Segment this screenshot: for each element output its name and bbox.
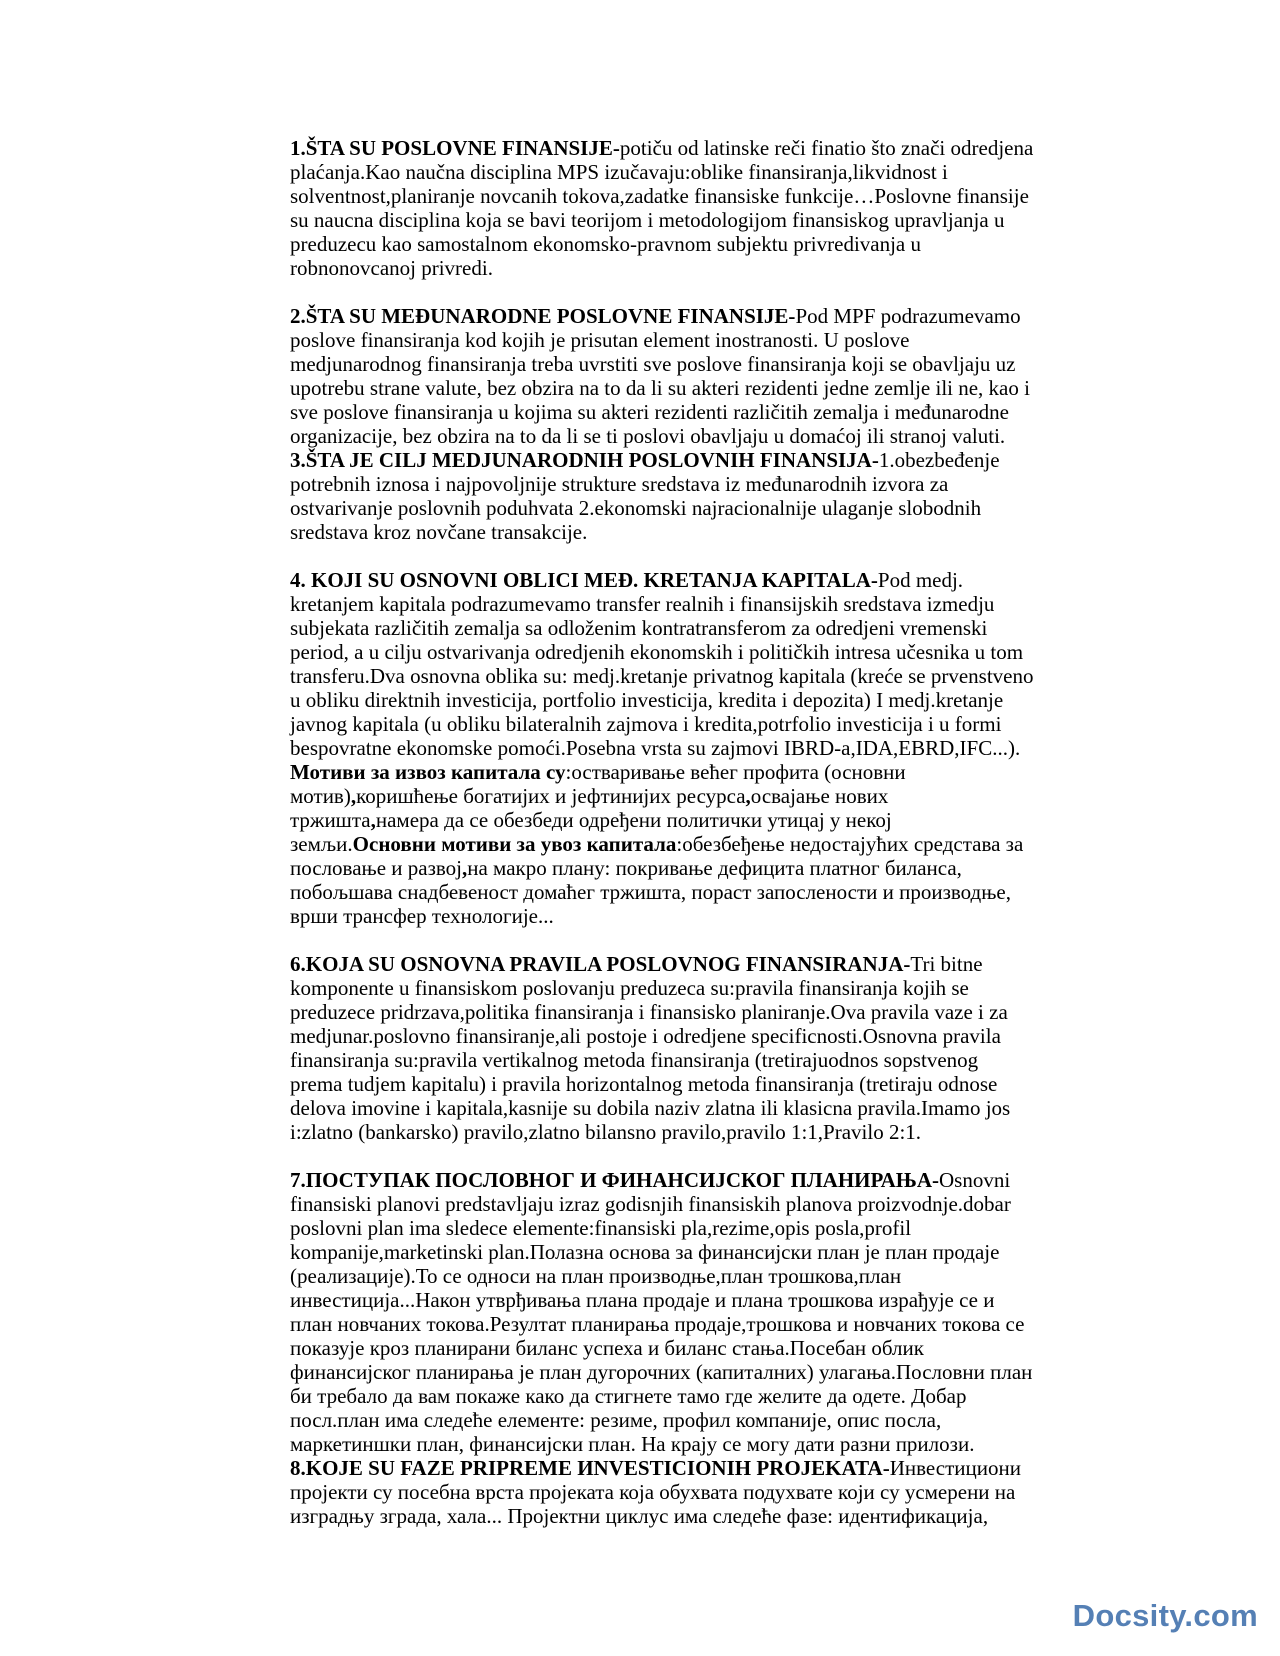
bold-text-run: ,: [370, 808, 376, 832]
text-run: Tri bitne komponente u finansiskom poslovanju preduzeca su:pravila finansiranja kojih se preduzece pridrzava,politika finansiranja i finansisko planiranje.Ova pravila vaze i za medjunar.poslovno finansiranje,ali postoje i odredjene specificnosti.Osnovna pravila finansiranja su:pravila vertikalnog metoda finansiranja (tretirajuodnos sopstvenog prema tudjem kapitalu) i pravila horizontalnog metoda finansiranja (tretiraju odnose delova imovine i kapitala,kasnije su dobila naziv zlatna ili klasicna pravila.Imamo jos i:zlatno (bankarsko) pravilo,zlatno bilansno pravilo,pravilo 1:1,Pravilo 2:1.: [290, 952, 1011, 1144]
text-run: на макро плану: покривање дефицита платног биланса, побољшава снадбевеност домаћег тржишта, пораст запослености и производње, врши трансфер технологије...: [290, 856, 1011, 928]
bold-text-run: 2.ŠTA SU MEĐUNARODNE POSLOVNE FINANSIJE-: [290, 304, 796, 328]
paragraph: [290, 952, 1034, 1144]
text-run: Pod medj. kretanjem kapitala podrazumevamo transfer realnih i finansijskih sredstava izmedju subjekata različitih zemalja sa odloženim kontratransferom za odredjeni vremenski period, a u cilju ostvarivanja odredjenih ekonomskih i političkih intresa učesnika u tom transferu.Dva osnovna oblika su: medj.kretanje privatnog kapitala (kreće se prvenstveno u obliku direktnih investicija, portfolio investicija, kredita i depozita) I medj.kretanje javnog kapitala (u obliku bilateralnih zajmova i kredita,potrfolio investicija i u formi bespovratne ekonomske pomoći.Posebna vrsta su zajmovi IBRD-a,IDA,EBRD,IFC...).: [290, 568, 1034, 760]
text-run: намера да се обезбеди одређени политички утицај у некој земљи.: [290, 808, 892, 856]
bold-text-run: ,: [745, 784, 751, 808]
bold-text-run: Основни мотиви за увоз капитала: [352, 832, 677, 856]
text-run: potiču od latinske reči finatio što znači odredjena plaćanja.Kao naučna disciplina MPS izučavaju:oblike finansiranja,likvidnost i solventnost,planiranje novcanih tokova,zadatke finansiske funkcije…Poslovne finansije su naucna disciplina koja se bavi teorijom i metodologijom finansiskog upravljanja u preduzecu kao samostalnom ekonomsko-pravnom subjektu privredivanja u robnonovcanoj privredi.: [290, 136, 1034, 280]
bold-text-run: 1.ŠTA SU POSLOVNE FINANSIJE-: [290, 136, 620, 160]
bold-text-run: 7.ПОСТУПАК ПОСЛОВНОГ И ФИНАНСИЈСКОГ ПЛАНИРАЊА-: [290, 1168, 940, 1192]
text-run: коришћење богатијих и јефтинијих ресурса: [356, 784, 746, 808]
text-run: :обезбеђење недостајућих средстава за пословање и развој: [290, 832, 1024, 880]
bold-text-run: ,: [350, 784, 357, 808]
paragraph: [290, 304, 1034, 448]
bold-text-run: 6.KOJA SU OSNOVNA PRAVILA POSLOVNOG FINANSIRANJA-: [290, 952, 911, 976]
paragraph: [290, 1168, 1034, 1456]
document-body: [290, 136, 1034, 1528]
paragraph: [290, 568, 1034, 760]
bold-text-run: 3.ŠTA JE CILJ MEDJUNARODNIH POSLOVNIH FINANSIJA-: [290, 448, 879, 472]
text-run: Инвестициони пројекти су посебна врста пројеката која обухвата подухвате који су усмерени на изградњу зграда, хала... Пројектни циклус има следеће фазе: идентификација,: [290, 1456, 1021, 1528]
paragraph: [290, 136, 1034, 280]
paragraph: [290, 760, 1034, 928]
bold-text-run: 8.KOJE SU FAZE PRIPREME ИNVESTICIONIH PROJEKATA-: [290, 1456, 890, 1480]
text-run: Pod MPF podrazumevamo poslove finansiranja kod kojih je prisutan element inostranosti. U poslove medjunarodnog finansiranja treba uvrstiti sve poslove finansiranja koji se obavljaju uz upotrebu strane valute, bez obzira na to da li su akteri rezidenti jedne zemlje ili ne, kao i sve poslove finansiranja u kojima su akteri rezidenti različitih zemalja i međunarodne organizacije, bez obzira na to da li se ti poslovi obavljaju u domaćoj ili stranoj valuti.: [290, 304, 1030, 448]
text-run: Osnovni finansiski planovi predstavljaju izraz godisnjih finansiskih planova proizvodnje.dobar poslovni plan ima sledece elemente:finansiski pla,rezime,opis posla,profil kompanije,marketinski plan.Полазна основа за финансијски план је план продаје (реализације).То се односи на план производње,план трошкова,план инвестиција...Након утврђивања плана продаје и плана трошкова израђује се и план новчаних токова.Резултат планирања продаје,трошкова и новчаних токова се показује кроз планирани биланс успеха и биланс стања.Посебан облик финансијског планирања је план дугорочних (капиталних) улагања.Пословни план би требало да вам покаже како да стигнете тамо где желите да одете. Добар посл.план има следеће елементе: резиме, профил компаније, опис посла, маркетиншки план, финансијски план. На крају се могу дати разни прилози.: [290, 1168, 1033, 1456]
text-run: освајање нових тржишта: [290, 784, 889, 832]
text-run: 1.obezbeđenje potrebnih iznosa i najpovoljnije strukture sredstava iz međunarodnih izvora za ostvarivanje poslovnih poduhvata 2.ekonomski najracionalnije ulaganje slobodnih sredstava kroz novčane transakcije.: [290, 448, 1000, 544]
bold-text-run: 4. KOJI SU OSNOVNI OBLICI MEĐ. KRETANJA KAPITALA-: [290, 568, 878, 592]
docsity-watermark: Docsity.com: [1072, 1598, 1258, 1633]
bold-text-run: ,: [462, 856, 468, 880]
bold-text-run: Мотиви за извоз капитала су: [290, 760, 566, 784]
paragraph: [290, 448, 1034, 544]
paragraph: [290, 1456, 1034, 1528]
text-run: :остваривање већег профита (основни мотив): [290, 760, 906, 808]
